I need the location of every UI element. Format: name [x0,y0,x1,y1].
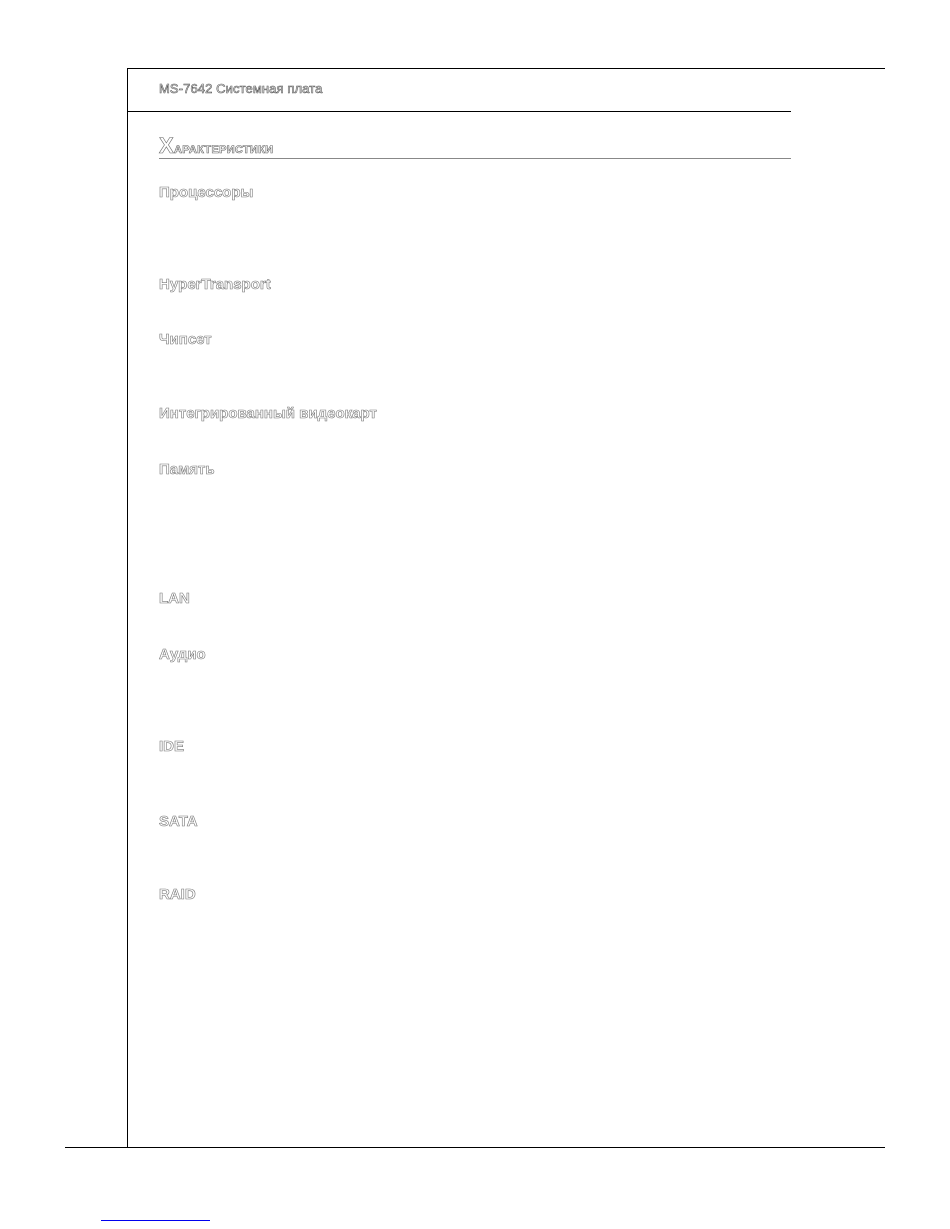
spec-label-lan: LAN [159,590,190,607]
spec-label-sata: SATA [159,813,198,830]
section-title-rule [159,158,791,159]
footer-link-underline[interactable] [101,1220,210,1221]
bottom-frame-line [65,1147,885,1148]
spec-label-hypertransport: HyperTransport [159,276,271,293]
spec-label-audio: Аудио [159,646,206,663]
spec-label-memory: Память [159,461,215,478]
spec-label-integrated-video: Интегрированный видеокарт [159,405,377,422]
page-header-title: MS-7642 Системная плата [159,81,323,96]
spec-label-processors: Процессоры [159,184,254,201]
spec-label-raid: RAID [159,886,196,903]
spec-label-ide: IDE [159,738,185,755]
top-frame-line [127,68,885,69]
section-title [159,133,273,159]
header-rule [127,111,791,112]
section-title-rest: арактеристики [173,140,274,157]
section-title-initial: Х [159,133,174,158]
spec-label-chipset: Чипсет [159,331,212,348]
left-frame-line [127,68,128,1147]
